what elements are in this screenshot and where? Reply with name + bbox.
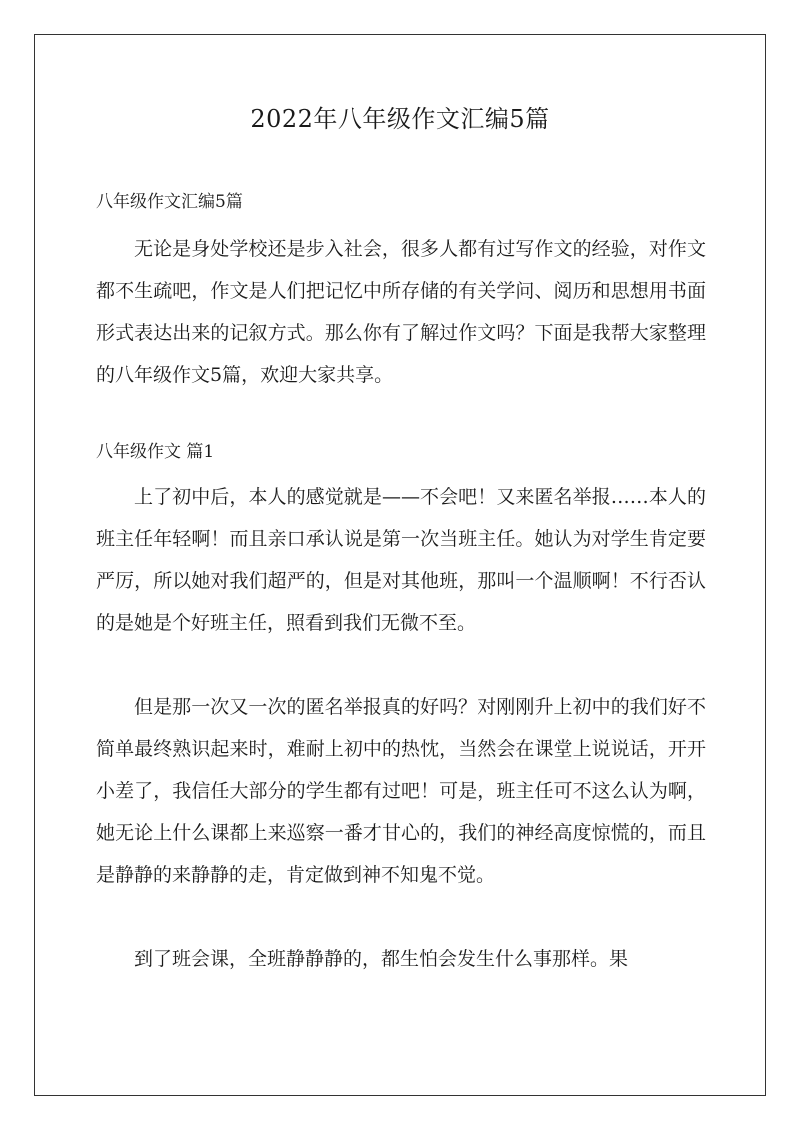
intro-paragraph: 无论是身处学校还是步入社会，很多人都有过写作文的经验，对作文都不生疏吧，作文是人们把记忆中所存储的有关学问、阅历和思想用书面形式表达出来的记叙方式。那么你有了解过作文吗？下面是我帮大家整理的八年级作文5篇，欢迎大家共享。 <box>96 238 706 386</box>
body-paragraph-2: 但是那一次又一次的匿名举报真的好吗？对刚刚升上初中的我们好不简单最终熟识起来时，难耐上初中的热忱，当然会在课堂上说说话，开开小差了，我信任大部分的学生都有过吧！可是，班主任可不这么认为啊，她无论上什么课都上来巡察一番才甘心的，我们的神经高度惊慌的，而且是静静的来静静的走，肯定做到神不知鬼不觉。 <box>96 696 706 886</box>
document-title: 2022年八年级作文汇编5篇 <box>250 105 550 133</box>
section-heading: 八年级作文 篇1 <box>96 442 215 462</box>
body-paragraph-1: 上了初中后，本人的感觉就是——不会吧！又来匿名举报……本人的班主任年轻啊！而且亲口承认说是第一次当班主任。她认为对学生肯定要严厉，所以她对我们超严的，但是对其他班，那叫一个温顺啊！不行否认的是她是个好班主任，照看到我们无微不至。 <box>96 486 706 634</box>
document-subtitle: 八年级作文汇编5篇 <box>96 192 243 212</box>
body-paragraph-3: 到了班会课，全班静静静的，都生怕会发生什么事那样。果 <box>134 948 629 970</box>
